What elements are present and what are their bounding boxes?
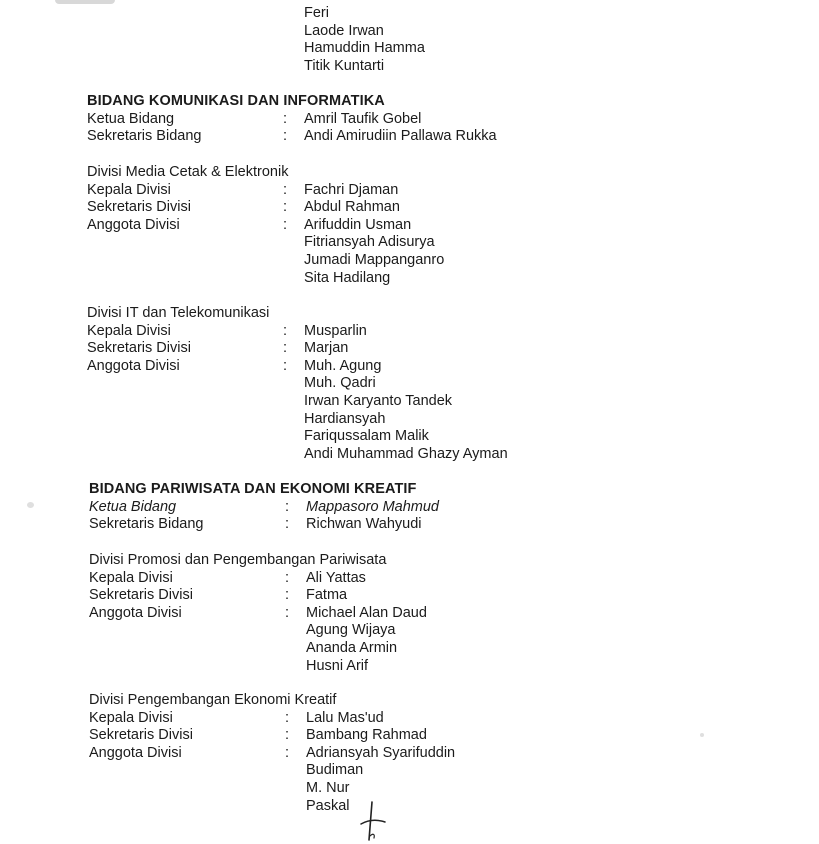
role-label: Sekretaris Divisi — [89, 727, 193, 744]
division-title: Divisi Media Cetak & Elektronik — [87, 164, 289, 180]
role-label: Anggota Divisi — [89, 604, 182, 621]
role-label: Ketua Bidang — [87, 110, 175, 127]
kepala-row — [87, 182, 607, 200]
member-name: Amril Taufik Gobel — [304, 110, 422, 127]
division-title: Divisi Promosi dan Pengembangan Pariwisata — [89, 552, 387, 568]
member-name: Fachri Djaman — [304, 181, 399, 198]
list-item: Husni Arif — [306, 657, 369, 674]
list-item: Muh. Qadri — [304, 375, 376, 392]
member-name: Adriansyah Syarifuddin — [306, 744, 456, 761]
colon: : — [283, 199, 288, 216]
member-name: Richwan Wahyudi — [306, 516, 422, 533]
colon: : — [283, 181, 288, 198]
paraf-signature-mark — [358, 800, 392, 842]
member-name: Musparlin — [304, 322, 367, 339]
list-item: Sita Hadilang — [304, 269, 391, 286]
anggota-row — [87, 217, 607, 235]
member-name: Muh. Agung — [304, 357, 382, 374]
colon: : — [285, 498, 290, 515]
colon: : — [285, 604, 290, 621]
colon: : — [283, 340, 288, 357]
list-item: Andi Muhammad Ghazy Ayman — [304, 445, 508, 462]
list-item: Fariqussalam Malik — [304, 428, 429, 445]
sekretaris-row — [89, 587, 609, 605]
role-label: Sekretaris Divisi — [89, 587, 193, 604]
role-label: Kepala Divisi — [89, 569, 173, 586]
member-name: Marjan — [304, 340, 349, 357]
role-label: Sekretaris Divisi — [87, 199, 191, 216]
list-item: M. Nur — [306, 779, 350, 796]
list-item: Fitriansyah Adisurya — [304, 234, 435, 251]
list-item: Hardiansyah — [304, 410, 386, 427]
divisi-promosi — [89, 552, 609, 675]
role-label: Anggota Divisi — [87, 216, 180, 233]
role-label: Kepala Divisi — [87, 181, 171, 198]
member-name: Arifuddin Usman — [304, 216, 412, 233]
section-heading: BIDANG PARIWISATA DAN EKONOMI KREATIF — [89, 481, 417, 497]
member-name: Michael Alan Daud — [306, 604, 427, 621]
scan-artifact — [55, 0, 115, 4]
role-label: Anggota Divisi — [89, 744, 182, 761]
colon: : — [285, 727, 290, 744]
scan-smudge — [27, 502, 34, 508]
colon: : — [285, 744, 290, 761]
role-label: Sekretaris Divisi — [87, 340, 191, 357]
colon: : — [283, 216, 288, 233]
member-name: Fatma — [306, 587, 348, 604]
colon: : — [285, 709, 290, 726]
colon: : — [285, 569, 290, 586]
member-name: Mappasoro Mahmud — [306, 498, 439, 515]
kepala-row — [87, 323, 607, 341]
division-title: Divisi IT dan Telekomunikasi — [87, 305, 270, 321]
sekretaris-row — [87, 199, 607, 217]
section-heading: BIDANG KOMUNIKASI DAN INFORMATIKA — [87, 93, 385, 109]
list-item: Irwan Karyanto Tandek — [304, 392, 453, 409]
sekretaris-row — [87, 128, 607, 146]
division-title: Divisi Pengembangan Ekonomi Kreatif — [89, 692, 337, 708]
divisi-ekraf — [89, 692, 609, 815]
divisi-media — [87, 164, 607, 287]
scan-smudge — [700, 733, 704, 737]
anggota-row — [89, 605, 609, 623]
anggota-row — [89, 745, 609, 763]
ketua-row — [87, 111, 607, 129]
divisi-it — [87, 305, 607, 463]
list-item: Feri — [304, 5, 329, 21]
colon: : — [283, 110, 288, 127]
role-label: Kepala Divisi — [87, 322, 171, 339]
bidang-kominfo — [87, 93, 607, 146]
member-name: Andi Amirudiin Pallawa Rukka — [304, 128, 497, 145]
bidang-pariwisata — [89, 481, 609, 534]
role-label: Ketua Bidang — [89, 498, 177, 515]
list-item: Ananda Armin — [306, 639, 398, 656]
list-item: Hamuddin Hamma — [304, 40, 425, 57]
member-name: Lalu Mas'ud — [306, 709, 384, 726]
colon: : — [285, 587, 290, 604]
role-label: Anggota Divisi — [87, 357, 180, 374]
list-item: Agung Wijaya — [306, 622, 396, 639]
ketua-row — [89, 499, 609, 517]
top-names-list — [87, 5, 607, 75]
kepala-row — [89, 710, 609, 728]
member-name: Ali Yattas — [306, 569, 366, 586]
kepala-row — [89, 570, 609, 588]
member-name: Abdul Rahman — [304, 199, 400, 216]
list-item: Titik Kuntarti — [304, 57, 385, 74]
list-item: Budiman — [306, 762, 364, 779]
sekretaris-row — [89, 727, 609, 745]
colon: : — [283, 357, 288, 374]
colon: : — [283, 128, 288, 145]
sekretaris-row — [87, 340, 607, 358]
colon: : — [285, 516, 290, 533]
role-label: Sekretaris Bidang — [89, 516, 204, 533]
anggota-row — [87, 358, 607, 376]
role-label: Sekretaris Bidang — [87, 128, 202, 145]
list-item: Laode Irwan — [304, 22, 384, 39]
list-item: Jumadi Mappanganro — [304, 251, 445, 268]
colon: : — [283, 322, 288, 339]
role-label: Kepala Divisi — [89, 709, 173, 726]
list-item: Paskal — [306, 797, 350, 814]
member-name: Bambang Rahmad — [306, 727, 427, 744]
sekretaris-row — [89, 516, 609, 534]
